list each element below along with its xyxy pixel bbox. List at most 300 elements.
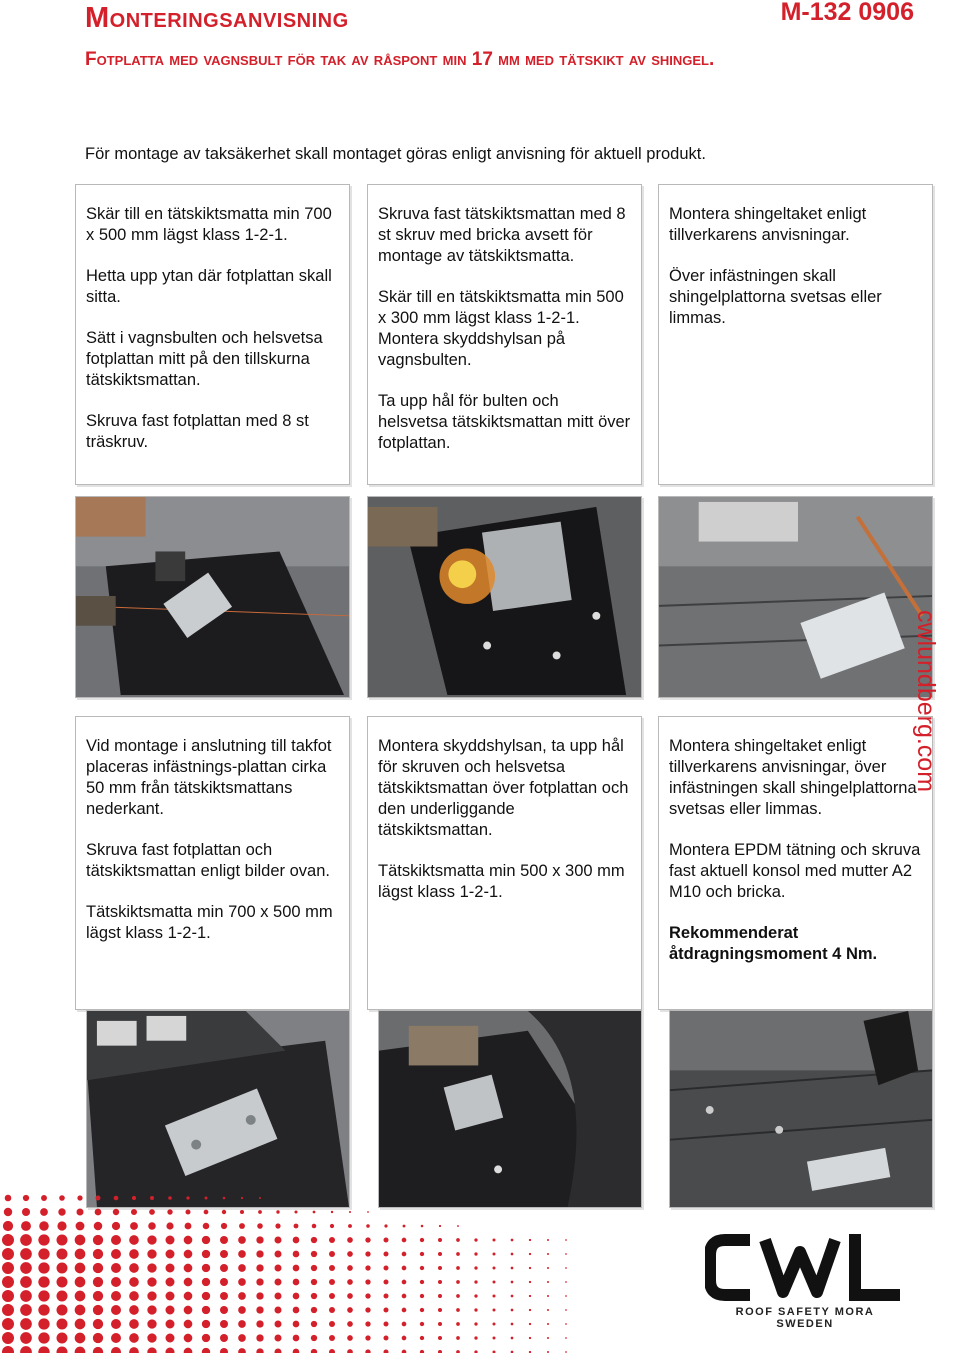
- decorative-dot: [39, 1221, 49, 1231]
- decorative-dot: [565, 1239, 567, 1241]
- decorative-dot: [57, 1249, 68, 1260]
- decorative-dot: [111, 1291, 121, 1301]
- decorative-dot: [93, 1305, 103, 1315]
- decorative-dot: [493, 1267, 496, 1270]
- decorative-dot: [20, 1318, 32, 1330]
- decorative-dot: [166, 1222, 173, 1229]
- decorative-dot: [438, 1308, 442, 1312]
- decorative-dot: [238, 1250, 246, 1258]
- decorative-dot: [293, 1251, 300, 1258]
- decorative-dot: [22, 1208, 30, 1216]
- decorative-dot: [147, 1277, 156, 1286]
- decorative-dot: [329, 1251, 335, 1257]
- decorative-dot: [511, 1295, 514, 1298]
- step-1-p4: Skruva fast fotplattan med 8 st träskruv.: [86, 412, 309, 451]
- decorative-dot: [20, 1332, 32, 1344]
- step-5-p1: Montera skyddshylsan, ta upp hål för skruven och helsvetsa tätskiktsmattan över fotplattan och den underliggande tätskiktsmattan.: [378, 737, 629, 839]
- decorative-dot: [421, 1225, 424, 1228]
- decorative-dot: [149, 1209, 155, 1215]
- company-logo: [705, 1232, 905, 1330]
- decorative-dot: [129, 1319, 139, 1329]
- decorative-dot: [311, 1321, 317, 1327]
- decorative-dot: [40, 1208, 48, 1216]
- decorative-dot: [111, 1305, 121, 1315]
- decorative-dot: [384, 1252, 389, 1257]
- decorative-dot: [202, 1320, 210, 1328]
- decorative-dot: [293, 1307, 300, 1314]
- decorative-dot: [256, 1292, 263, 1299]
- decorative-dot: [365, 1251, 370, 1256]
- decorative-dot: [565, 1309, 567, 1311]
- decorative-dot: [311, 1349, 317, 1353]
- decorative-dot: [238, 1348, 246, 1353]
- decorative-dot: [202, 1264, 210, 1272]
- document-code: M-132 0906: [780, 0, 914, 26]
- decorative-dot: [547, 1337, 549, 1339]
- decorative-dot: [493, 1323, 496, 1326]
- decorative-dot: [365, 1335, 370, 1340]
- decorative-dot: [20, 1346, 32, 1353]
- step-5-p2: Tätskiktsmatta min 500 x 300 mm lägst klass 1-2-1.: [378, 862, 625, 901]
- decorative-dot: [439, 1225, 441, 1227]
- decorative-dot: [166, 1250, 175, 1259]
- decorative-dot: [202, 1348, 210, 1353]
- decorative-dot: [275, 1223, 280, 1228]
- decorative-dot: [240, 1210, 244, 1214]
- decorative-dot: [2, 1290, 14, 1302]
- decorative-dot: [311, 1251, 317, 1257]
- decorative-dot: [293, 1265, 300, 1272]
- decorative-dot: [2, 1332, 14, 1344]
- decorative-dot: [456, 1266, 460, 1270]
- decorative-dot-pattern: [0, 1190, 660, 1353]
- decorative-dot: [565, 1295, 567, 1297]
- decorative-dot: [294, 1224, 299, 1229]
- decorative-dot: [238, 1292, 246, 1300]
- intro-text: För montage av taksäkerhet skall montaget göras enligt anvisning för aktuell produkt.: [85, 145, 706, 163]
- step-6-text: [658, 716, 933, 1010]
- decorative-dot: [57, 1347, 68, 1353]
- decorative-dot: [148, 1222, 156, 1230]
- decorative-dot: [202, 1278, 210, 1286]
- decorative-dot: [2, 1304, 14, 1316]
- decorative-dot: [220, 1306, 228, 1314]
- decorative-dot: [130, 1222, 138, 1230]
- decorative-dot: [420, 1280, 424, 1284]
- page-subtitle: Fotplatta med vagnsbult för tak av råspont min 17 mm med tätskikt av shingel.: [85, 49, 715, 70]
- decorative-dot: [147, 1235, 156, 1244]
- decorative-dot: [511, 1253, 514, 1256]
- decorative-dot: [529, 1281, 531, 1283]
- step-3-p1: Montera shingeltaket enligt tillverkarens anvisningar.: [669, 205, 867, 244]
- decorative-dot: [41, 1195, 47, 1201]
- decorative-dot: [474, 1266, 477, 1269]
- decorative-dot: [3, 1221, 13, 1231]
- decorative-dot: [75, 1333, 86, 1344]
- decorative-dot: [256, 1348, 263, 1353]
- decorative-dot: [2, 1234, 14, 1246]
- step-6-emphasis: Rekommenderat åtdragningsmoment 4 Nm.: [669, 924, 878, 963]
- decorative-dot: [220, 1292, 228, 1300]
- decorative-dot: [366, 1224, 370, 1228]
- decorative-dot: [57, 1333, 68, 1344]
- decorative-dot: [256, 1236, 263, 1243]
- decorative-dot: [347, 1307, 353, 1313]
- decorative-dot: [547, 1253, 549, 1255]
- decorative-dot: [76, 1208, 83, 1215]
- photo-drilling-footplate: [75, 496, 350, 698]
- decorative-dot: [293, 1279, 300, 1286]
- decorative-dot: [4, 1208, 12, 1216]
- step-4-text: [75, 716, 350, 1010]
- decorative-dot: [311, 1293, 317, 1299]
- decorative-dot: [57, 1263, 68, 1274]
- decorative-dot: [57, 1277, 68, 1288]
- decorative-dot: [76, 1222, 85, 1231]
- decorative-dot: [547, 1239, 549, 1241]
- decorative-dot: [365, 1293, 370, 1298]
- decorative-dot: [38, 1318, 49, 1329]
- step-2-p2: Skär till en tätskiktsmatta min 500 x 300 mm lägst klass 1-2-1. Montera skyddshylsan på vagnsbulten.: [378, 288, 624, 369]
- decorative-dot: [111, 1319, 121, 1329]
- decorative-dot: [75, 1319, 86, 1330]
- decorative-dot: [256, 1320, 263, 1327]
- decorative-dot: [129, 1305, 139, 1315]
- decorative-dot: [184, 1334, 193, 1343]
- decorative-dot: [365, 1349, 370, 1353]
- decorative-dot: [511, 1239, 514, 1242]
- decorative-dot: [147, 1291, 156, 1300]
- decorative-dot: [547, 1323, 549, 1325]
- decorative-dot: [20, 1234, 32, 1246]
- decorative-dot: [184, 1264, 193, 1273]
- photo-shingle-roof: [658, 496, 933, 698]
- decorative-dot: [220, 1236, 228, 1244]
- decorative-dot: [275, 1321, 282, 1328]
- decorative-dot: [21, 1221, 31, 1231]
- decorative-dot: [275, 1293, 282, 1300]
- step-2-p3: Ta upp hål för bulten och helsvetsa tätskiktsmattan mitt över fotplattan.: [378, 392, 631, 452]
- decorative-dot: [384, 1336, 389, 1341]
- decorative-dot: [456, 1238, 460, 1242]
- decorative-dot: [5, 1195, 12, 1202]
- decorative-dot: [93, 1319, 103, 1329]
- decorative-dot: [438, 1336, 442, 1340]
- decorative-dot: [2, 1262, 14, 1274]
- photo-sleeve-welding: [378, 1010, 642, 1208]
- decorative-dot: [185, 1209, 190, 1214]
- decorative-dot: [547, 1267, 549, 1269]
- decorative-dot: [114, 1196, 119, 1201]
- decorative-dot: [438, 1322, 442, 1326]
- decorative-dot: [493, 1337, 496, 1340]
- decorative-dot: [111, 1333, 121, 1343]
- decorative-dot: [474, 1294, 477, 1297]
- decorative-dot: [529, 1267, 531, 1269]
- decorative-dot: [311, 1307, 317, 1313]
- decorative-dot: [329, 1335, 335, 1341]
- decorative-dot: [239, 1223, 245, 1229]
- decorative-dot: [184, 1278, 193, 1287]
- decorative-dot: [311, 1237, 317, 1243]
- decorative-dot: [75, 1235, 86, 1246]
- decorative-dot: [166, 1236, 175, 1245]
- decorative-dot: [220, 1250, 228, 1258]
- decorative-dot: [111, 1249, 121, 1259]
- decorative-dot: [329, 1307, 335, 1313]
- step-6-p1: Montera shingeltaket enligt tillverkarens anvisningar, över infästningen skall shingelplattorna svetsas eller limmas.: [669, 737, 917, 818]
- decorative-dot: [456, 1308, 460, 1312]
- decorative-dot: [384, 1238, 389, 1243]
- decorative-dot: [256, 1250, 263, 1257]
- decorative-dot: [58, 1208, 65, 1215]
- decorative-dot: [493, 1239, 496, 1242]
- decorative-dot: [347, 1251, 353, 1257]
- decorative-dot: [147, 1305, 156, 1314]
- decorative-dot: [256, 1264, 263, 1271]
- decorative-dot: [2, 1318, 14, 1330]
- decorative-dot: [403, 1225, 406, 1228]
- decorative-dot: [184, 1320, 193, 1329]
- decorative-dot: [166, 1292, 175, 1301]
- decorative-dot: [222, 1210, 226, 1214]
- decorative-dot: [256, 1334, 263, 1341]
- decorative-dot: [529, 1253, 531, 1255]
- decorative-dot: [77, 1195, 82, 1200]
- decorative-dot: [184, 1236, 193, 1245]
- decorative-dot: [166, 1334, 175, 1343]
- decorative-dot: [293, 1237, 300, 1244]
- decorative-dot: [420, 1336, 424, 1340]
- decorative-dot: [20, 1304, 32, 1316]
- decorative-dot: [93, 1333, 103, 1343]
- decorative-dot: [38, 1332, 49, 1343]
- decorative-dot: [166, 1320, 175, 1329]
- decorative-dot: [347, 1237, 353, 1243]
- decorative-dot: [529, 1295, 531, 1297]
- decorative-dot: [38, 1248, 49, 1259]
- step-1-p1: Skär till en tätskiktsmatta min 700 x 500 mm lägst klass 1-2-1.: [86, 205, 332, 244]
- decorative-dot: [311, 1265, 317, 1271]
- decorative-dot: [438, 1238, 442, 1242]
- decorative-dot: [38, 1262, 49, 1273]
- decorative-dot: [166, 1306, 175, 1315]
- decorative-dot: [147, 1333, 156, 1342]
- decorative-dot: [2, 1346, 14, 1353]
- decorative-dot: [202, 1306, 210, 1314]
- decorative-dot: [220, 1320, 228, 1328]
- website-label: cwlundberg.com: [912, 610, 940, 793]
- decorative-dot: [565, 1253, 567, 1255]
- decorative-dot: [313, 1211, 316, 1214]
- decorative-dot: [565, 1337, 567, 1339]
- decorative-dot: [75, 1305, 86, 1316]
- decorative-dot: [329, 1265, 335, 1271]
- decorative-dot: [20, 1262, 32, 1274]
- decorative-dot: [511, 1267, 514, 1270]
- decorative-dot: [132, 1196, 136, 1200]
- decorative-dot: [259, 1197, 261, 1199]
- decorative-dot: [511, 1323, 514, 1326]
- decorative-dot: [402, 1308, 407, 1313]
- decorative-dot: [168, 1196, 172, 1200]
- decorative-dot: [2, 1276, 14, 1288]
- decorative-dot: [23, 1195, 29, 1201]
- step-3-p2: Över infästningen skall shingelplattorna svetsas eller limmas.: [669, 267, 882, 327]
- decorative-dot: [275, 1279, 282, 1286]
- logo-tagline: ROOF SAFETY MORA SWEDEN: [735, 1306, 875, 1330]
- decorative-dot: [256, 1278, 263, 1285]
- decorative-dot: [93, 1291, 103, 1301]
- decorative-dot: [57, 1291, 68, 1302]
- decorative-dot: [57, 1221, 66, 1230]
- decorative-dot: [438, 1294, 442, 1298]
- decorative-dot: [129, 1249, 139, 1259]
- decorative-dot: [258, 1210, 262, 1214]
- decorative-dot: [238, 1334, 246, 1342]
- decorative-dot: [275, 1349, 282, 1353]
- decorative-dot: [238, 1278, 246, 1286]
- decorative-dot: [96, 1196, 101, 1201]
- decorative-dot: [384, 1294, 389, 1299]
- decorative-dot: [493, 1309, 496, 1312]
- step-1-p3: Sätt i vagnsbulten och helsvetsa fotplattan mitt på den tillskurna tätskiktsmattan.: [86, 329, 323, 389]
- decorative-dot: [220, 1334, 228, 1342]
- decorative-dot: [365, 1307, 370, 1312]
- decorative-dot: [93, 1235, 103, 1245]
- decorative-dot: [402, 1266, 407, 1271]
- decorative-dot: [202, 1250, 210, 1258]
- decorative-dot: [186, 1196, 189, 1199]
- decorative-dot: [347, 1349, 353, 1353]
- decorative-dot: [93, 1249, 103, 1259]
- decorative-dot: [95, 1209, 102, 1216]
- decorative-dot: [75, 1347, 86, 1353]
- step-2-text: [367, 184, 642, 485]
- decorative-dot: [474, 1322, 477, 1325]
- decorative-dot: [438, 1280, 442, 1284]
- cwl-logo-mark: [705, 1232, 905, 1302]
- decorative-dot: [420, 1266, 424, 1270]
- decorative-dot: [457, 1225, 459, 1227]
- decorative-dot: [57, 1235, 68, 1246]
- decorative-dot: [202, 1236, 210, 1244]
- decorative-dot: [184, 1306, 193, 1315]
- decorative-dot: [330, 1224, 334, 1228]
- decorative-dot: [420, 1252, 424, 1256]
- decorative-dot: [365, 1265, 370, 1270]
- decorative-dot: [456, 1322, 460, 1326]
- decorative-dot: [93, 1347, 103, 1353]
- decorative-dot: [349, 1211, 351, 1213]
- decorative-dot: [184, 1250, 193, 1259]
- decorative-dot: [547, 1295, 549, 1297]
- decorative-dot: [474, 1308, 477, 1311]
- decorative-dot: [167, 1209, 172, 1214]
- decorative-dot: [111, 1235, 121, 1245]
- decorative-dot: [238, 1236, 246, 1244]
- decorative-dot: [238, 1306, 246, 1314]
- decorative-dot: [111, 1263, 121, 1273]
- decorative-dot: [113, 1209, 119, 1215]
- decorative-dot: [493, 1253, 496, 1256]
- decorative-dot: [438, 1252, 442, 1256]
- decorative-dot: [402, 1322, 407, 1327]
- decorative-dot: [57, 1319, 68, 1330]
- decorative-dot: [241, 1197, 243, 1199]
- decorative-dot: [420, 1322, 424, 1326]
- photo-bracket-on-shingle: [669, 1010, 933, 1208]
- website-vertical: [912, 610, 958, 793]
- decorative-dot: [331, 1211, 333, 1213]
- decorative-dot: [2, 1248, 14, 1260]
- decorative-dot: [147, 1249, 156, 1258]
- decorative-dot: [75, 1263, 86, 1274]
- decorative-dot: [474, 1336, 477, 1339]
- decorative-dot: [402, 1238, 407, 1243]
- decorative-dot: [474, 1238, 477, 1241]
- decorative-dot: [275, 1251, 282, 1258]
- decorative-dot: [384, 1350, 389, 1353]
- decorative-dot: [347, 1293, 353, 1299]
- page-title: Monteringsanvisning: [85, 2, 349, 34]
- decorative-dot: [347, 1335, 353, 1341]
- decorative-dot: [75, 1291, 86, 1302]
- step-3-text: [658, 184, 933, 485]
- decorative-dot: [38, 1304, 49, 1315]
- decorative-dot: [150, 1196, 154, 1200]
- decorative-dot: [59, 1195, 65, 1201]
- step-2-p1: Skruva fast tätskiktsmattan med 8 st skruv med bricka avsett för montage av tätskiktsmatta.: [378, 205, 626, 265]
- decorative-dot: [166, 1348, 175, 1353]
- decorative-dot: [20, 1276, 32, 1288]
- decorative-dot: [384, 1322, 389, 1327]
- decorative-dot: [511, 1309, 514, 1312]
- decorative-dot: [456, 1336, 460, 1340]
- decorative-dot: [166, 1278, 175, 1287]
- decorative-dot: [329, 1293, 335, 1299]
- decorative-dot: [420, 1308, 424, 1312]
- decorative-dot: [20, 1290, 32, 1302]
- decorative-dot: [131, 1209, 137, 1215]
- decorative-dot: [238, 1264, 246, 1272]
- decorative-dot: [147, 1319, 156, 1328]
- decorative-dot: [547, 1309, 549, 1311]
- decorative-dot: [402, 1252, 407, 1257]
- decorative-dot: [111, 1347, 121, 1353]
- decorative-dot: [348, 1224, 352, 1228]
- decorative-dot: [311, 1335, 317, 1341]
- decorative-dot: [420, 1238, 424, 1242]
- decorative-dot: [220, 1348, 228, 1353]
- decorative-dot: [529, 1239, 531, 1241]
- decorative-dot: [293, 1349, 300, 1353]
- decorative-dot: [112, 1222, 120, 1230]
- decorative-dot: [384, 1280, 389, 1285]
- decorative-dot: [57, 1305, 68, 1316]
- decorative-dot: [238, 1320, 246, 1328]
- step-1-p2: Hetta upp ytan där fotplattan skall sitta.: [86, 267, 332, 306]
- decorative-dot: [367, 1211, 369, 1213]
- decorative-dot: [565, 1323, 567, 1325]
- decorative-dot: [38, 1234, 49, 1245]
- decorative-dot: [420, 1294, 424, 1298]
- decorative-dot: [129, 1347, 139, 1353]
- decorative-dot: [256, 1306, 263, 1313]
- decorative-dot: [511, 1337, 514, 1340]
- decorative-dot: [293, 1335, 300, 1342]
- photo-footplate-on-membrane: [86, 1010, 350, 1208]
